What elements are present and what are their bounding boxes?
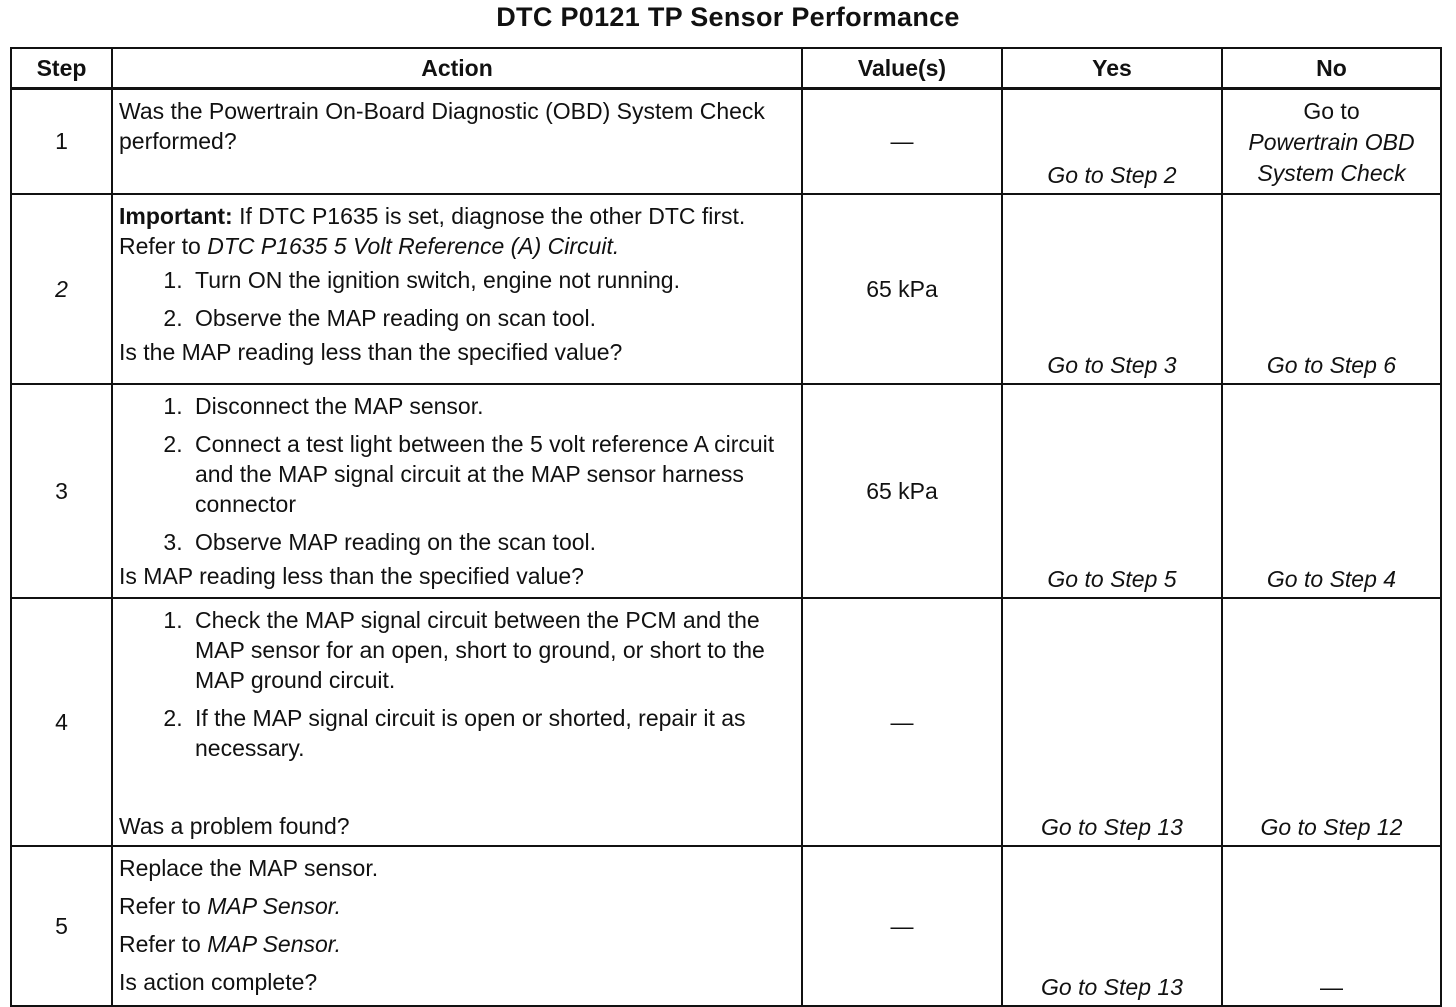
refer-line	[119, 925, 787, 963]
table-header-row	[11, 48, 1441, 89]
no-line: Go to	[1303, 98, 1360, 124]
document-title: DTC P0121 TP Sensor Performance	[496, 2, 960, 32]
step-number: 4	[11, 598, 112, 846]
yes-cell: Go to Step 13	[1002, 598, 1222, 846]
list-item: 2. Connect a test light between the 5 volt reference A circuit and the MAP signal circuit at the MAP sensor harness connector	[189, 429, 787, 519]
step-number: 3	[11, 384, 112, 598]
step-list	[119, 265, 787, 333]
action-cell	[112, 598, 802, 846]
question-text: Was a problem found?	[119, 813, 350, 839]
refer-prefix: Refer to	[119, 893, 201, 919]
table-row	[11, 89, 1441, 195]
list-item: 1. Turn ON the ignition switch, engine not running.	[189, 265, 787, 295]
list-item: 2. Observe the MAP reading on scan tool.	[189, 303, 787, 333]
no-reference: Powertrain OBD	[1248, 129, 1415, 155]
step-number: 5	[11, 846, 112, 1006]
header-values: Value(s)	[802, 48, 1002, 89]
value-cell: —	[802, 846, 1002, 1006]
yes-cell: Go to Step 5	[1002, 384, 1222, 598]
value-cell: —	[802, 598, 1002, 846]
table-row	[11, 194, 1441, 384]
header-yes: Yes	[1002, 48, 1222, 89]
spacer	[119, 767, 787, 811]
header-step: Step	[11, 48, 112, 89]
instruction-text: Replace the MAP sensor.	[119, 855, 379, 881]
step-list	[119, 391, 787, 557]
refer-reference: MAP Sensor.	[207, 931, 342, 957]
list-item: 1. Check the MAP signal circuit between the PCM and the MAP sensor for an open, short to ground, or short to the MAP ground circuit.	[189, 605, 787, 695]
no-cell: Go to Step 6	[1222, 194, 1441, 384]
no-cell: Go to Step 4	[1222, 384, 1441, 598]
action-cell	[112, 194, 802, 384]
step-list	[119, 605, 787, 763]
list-item: 1. Disconnect the MAP sensor.	[189, 391, 787, 421]
yes-cell: Go to Step 13	[1002, 846, 1222, 1006]
table-row	[11, 846, 1441, 1006]
action-cell	[112, 384, 802, 598]
no-cell	[1222, 89, 1441, 195]
no-cell: —	[1222, 846, 1441, 1006]
value-cell: 65 kPa	[802, 384, 1002, 598]
header-action: Action	[112, 48, 802, 89]
table-row	[11, 384, 1441, 598]
header-no: No	[1222, 48, 1441, 89]
important-reference: DTC P1635 5 Volt Reference (A) Circuit.	[207, 233, 620, 259]
question-text: Was the Powertrain On-Board Diagnostic (OBD) System Check performed?	[119, 98, 765, 154]
step-number: 1	[11, 89, 112, 195]
refer-line	[119, 887, 787, 925]
value-cell: —	[802, 89, 1002, 195]
question-text: Is the MAP reading less than the specified value?	[119, 339, 623, 365]
table-row	[11, 598, 1441, 846]
action-cell	[112, 846, 802, 1006]
important-note	[119, 201, 787, 261]
list-item: 2. If the MAP signal circuit is open or shorted, repair it as necessary.	[189, 703, 787, 763]
list-item: 3. Observe MAP reading on the scan tool.	[189, 527, 787, 557]
refer-prefix: Refer to	[119, 931, 201, 957]
question-text: Is MAP reading less than the specified value?	[119, 563, 584, 589]
yes-cell: Go to Step 3	[1002, 194, 1222, 384]
step-number: 2	[11, 194, 112, 384]
yes-cell: Go to Step 2	[1002, 89, 1222, 195]
action-cell	[112, 89, 802, 195]
important-text: If DTC P1635 is set, diagnose the other DTC first. Refer to	[119, 203, 746, 259]
diagnostic-table	[10, 47, 1442, 1007]
question-text: Is action complete?	[119, 969, 318, 995]
refer-reference: MAP Sensor.	[207, 893, 342, 919]
important-label: Important:	[119, 203, 233, 229]
no-reference: System Check	[1257, 160, 1406, 186]
no-cell: Go to Step 12	[1222, 598, 1441, 846]
value-cell: 65 kPa	[802, 194, 1002, 384]
